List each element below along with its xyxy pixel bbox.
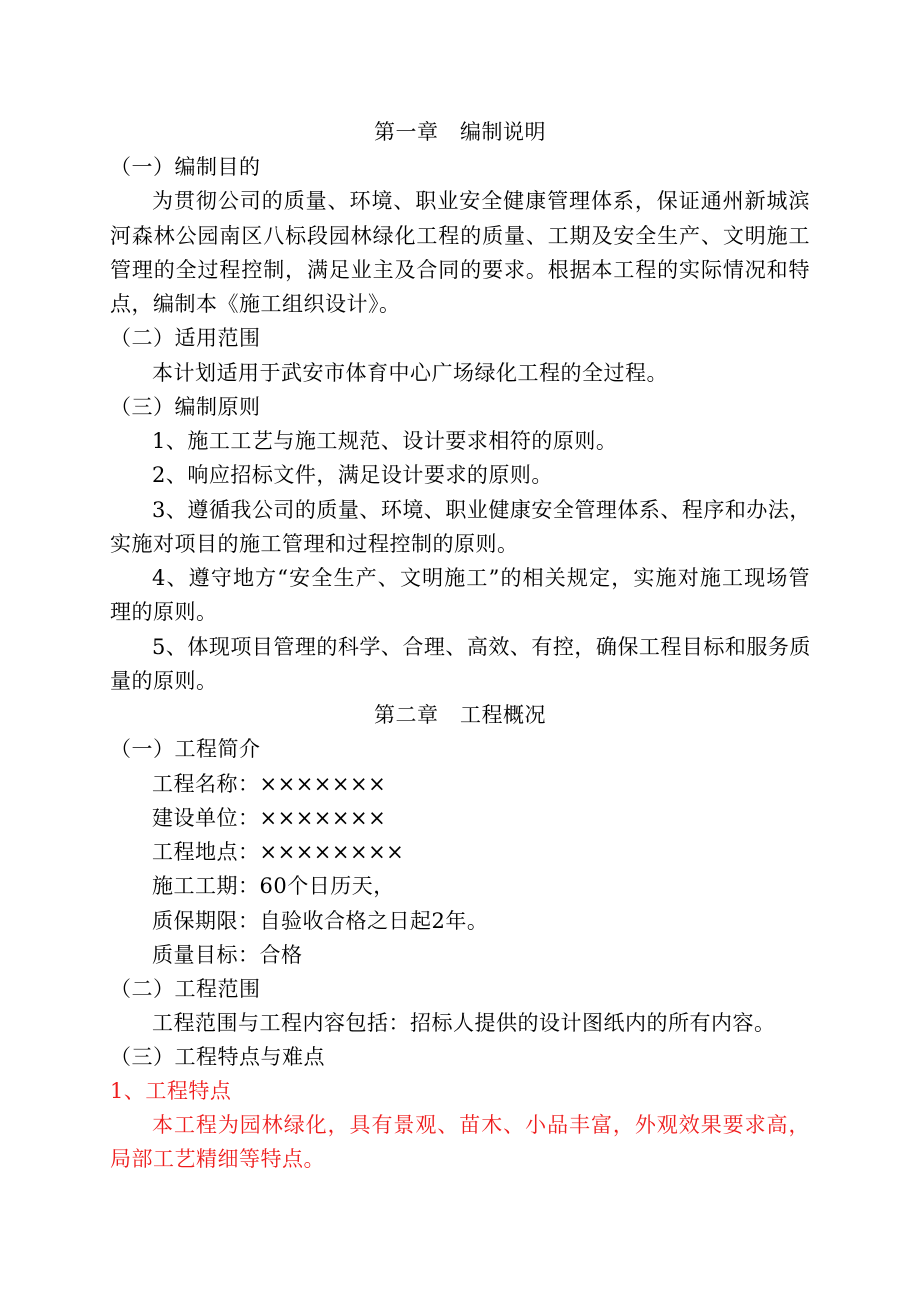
paragraph-line: 管理的全过程控制，满足业主及合同的要求。根据本工程的实际情况和特 — [110, 258, 810, 282]
construction-unit: 建设单位：××××××× — [152, 806, 387, 830]
feature-text: 本工程为园林绿化，具有景观、苗木、小品丰富，外观效果要求高， — [152, 1113, 810, 1137]
paragraph-line: 工程范围与工程内容包括：招标人提供的设计图纸内的所有内容。 — [152, 1011, 776, 1035]
project-location: 工程地点：×××××××× — [152, 840, 405, 864]
principle-item: 5、体现项目管理的科学、合理、高效、有控，确保工程目标和服务质 — [152, 635, 811, 659]
principle-item: 1、施工工艺与施工规范、设计要求相符的原则。 — [152, 429, 618, 453]
paragraph-line: 点，编制本《施工组织设计》。 — [110, 292, 401, 316]
chapter-2-title: 第二章 工程概况 — [374, 703, 546, 727]
quality-target: 质量目标：合格 — [152, 943, 303, 967]
section-heading: （一）编制目的 — [110, 155, 261, 179]
warranty-period: 质保期限：自验收合格之日起2年。 — [152, 909, 489, 933]
construction-period: 施工工期：60个日历天， — [152, 874, 395, 898]
section-heading: （三）编制原则 — [110, 395, 261, 419]
section-heading: （三）工程特点与难点 — [110, 1045, 325, 1069]
project-name: 工程名称：××××××× — [152, 772, 387, 796]
paragraph-line: 本计划适用于武安市体育中心广场绿化工程的全过程。 — [152, 361, 668, 385]
section-heading: （一）工程简介 — [110, 737, 261, 761]
section-heading: （二）适用范围 — [110, 326, 261, 350]
principle-item: 理的原则。 — [110, 600, 218, 624]
principle-item: 4、遵守地方“安全生产、文明施工”的相关规定，实施对施工现场管 — [152, 566, 810, 590]
chapter-1-title: 第一章 编制说明 — [374, 120, 546, 144]
principle-item: 2、响应招标文件，满足设计要求的原则。 — [152, 463, 553, 487]
feature-heading: 1、工程特点 — [110, 1079, 232, 1103]
paragraph-line: 为贯彻公司的质量、环境、职业安全健康管理体系，保证通州新城滨 — [152, 189, 810, 213]
principle-item: 3、遵循我公司的质量、环境、职业健康安全管理体系、程序和办法， — [152, 498, 811, 522]
principle-item: 实施对项目的施工管理和过程控制的原则。 — [110, 532, 519, 556]
paragraph-line: 河森林公园南区八标段园林绿化工程的质量、工期及安全生产、文明施工 — [110, 224, 810, 248]
feature-text: 局部工艺精细等特点。 — [110, 1147, 325, 1171]
principle-item: 量的原则。 — [110, 669, 218, 693]
section-heading: （二）工程范围 — [110, 977, 261, 1001]
